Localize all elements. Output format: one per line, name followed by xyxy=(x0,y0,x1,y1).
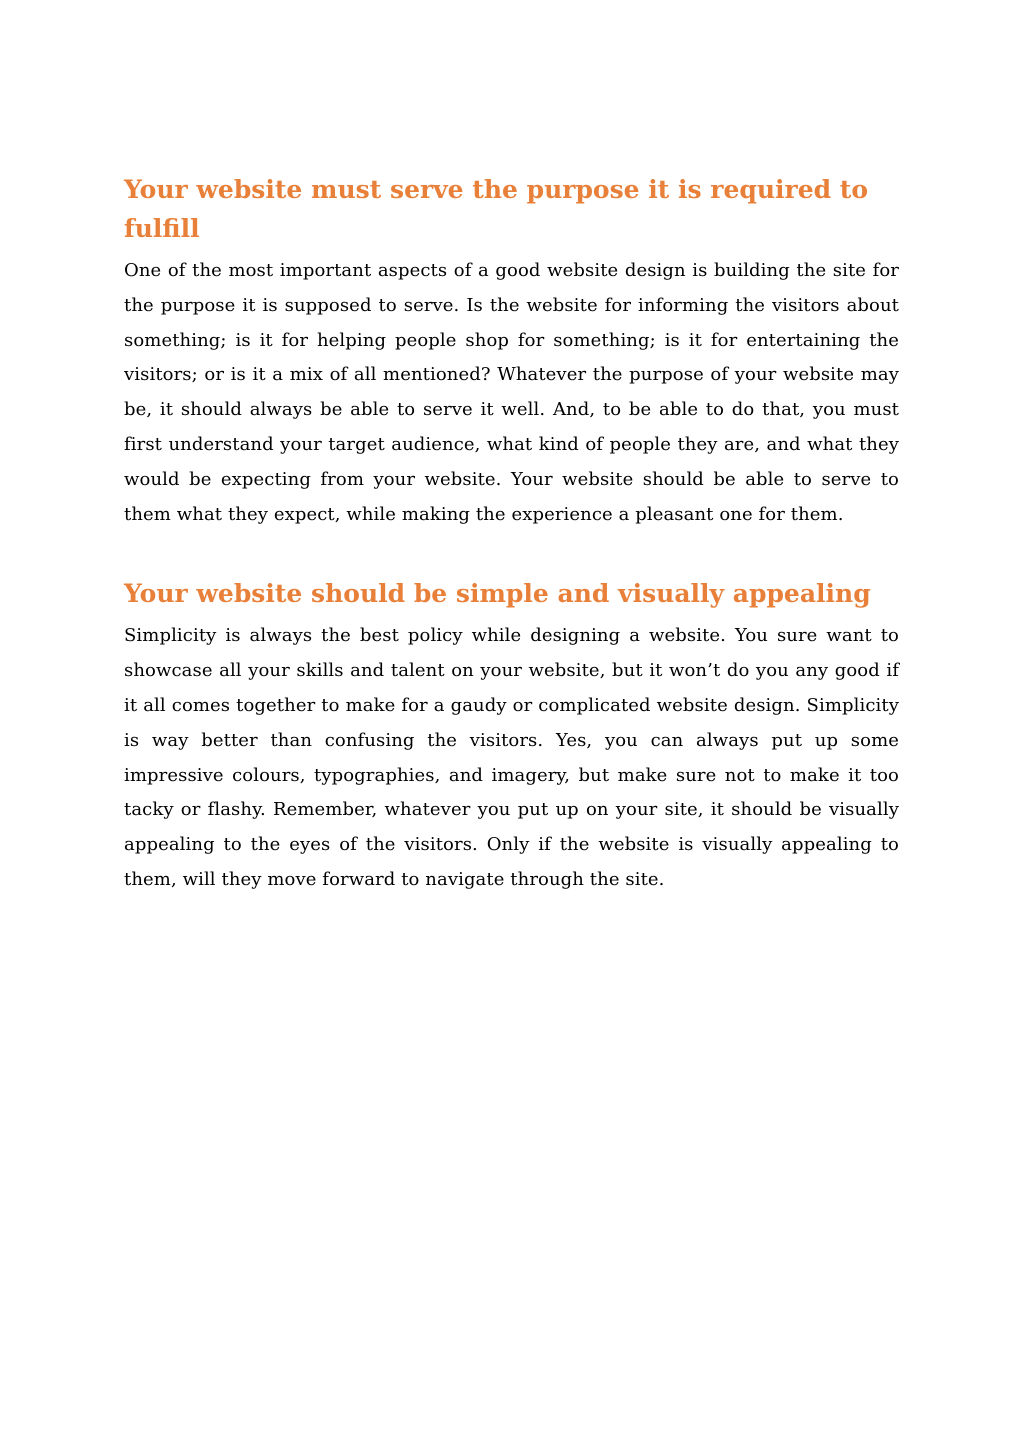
document-page xyxy=(124,170,899,898)
section-simplicity xyxy=(124,574,899,897)
section-purpose xyxy=(124,170,899,532)
section-heading: Your website should be simple and visually appealing xyxy=(124,579,871,609)
section-paragraph: Simplicity is always the best policy while designing a website. You sure want to showcase all your skills and talent on your website, but it won’t do you any good if it all comes together to make for a gaudy or complicated website design. Simplicity is way better than confusing the visitors. Yes, you can always put up some impressive colours, typographies, and imagery, but make sure not to make it too tacky or flashy. Remember, whatever you put up on your site, it should be visually appealing to the eyes of the visitors. Only if the website is visually appealing to them, will they move forward to navigate through the site. xyxy=(124,625,899,890)
section-paragraph: One of the most important aspects of a good website design is building the site for the purpose it is supposed to serve. Is the website for informing the visitors about something; is it for helping people shop for something; is it for entertaining the visitors; or is it a mix of all mentioned? Whatever the purpose of your website may be, it should always be able to serve it well. And, to be able to do that, you must first understand your target audience, what kind of people they are, and what they would be expecting from your website. Your website should be able to serve to them what they expect, while making the experience a pleasant one for them. xyxy=(124,260,899,525)
section-heading: Your website must serve the purpose it is required to fulfill xyxy=(124,175,869,243)
